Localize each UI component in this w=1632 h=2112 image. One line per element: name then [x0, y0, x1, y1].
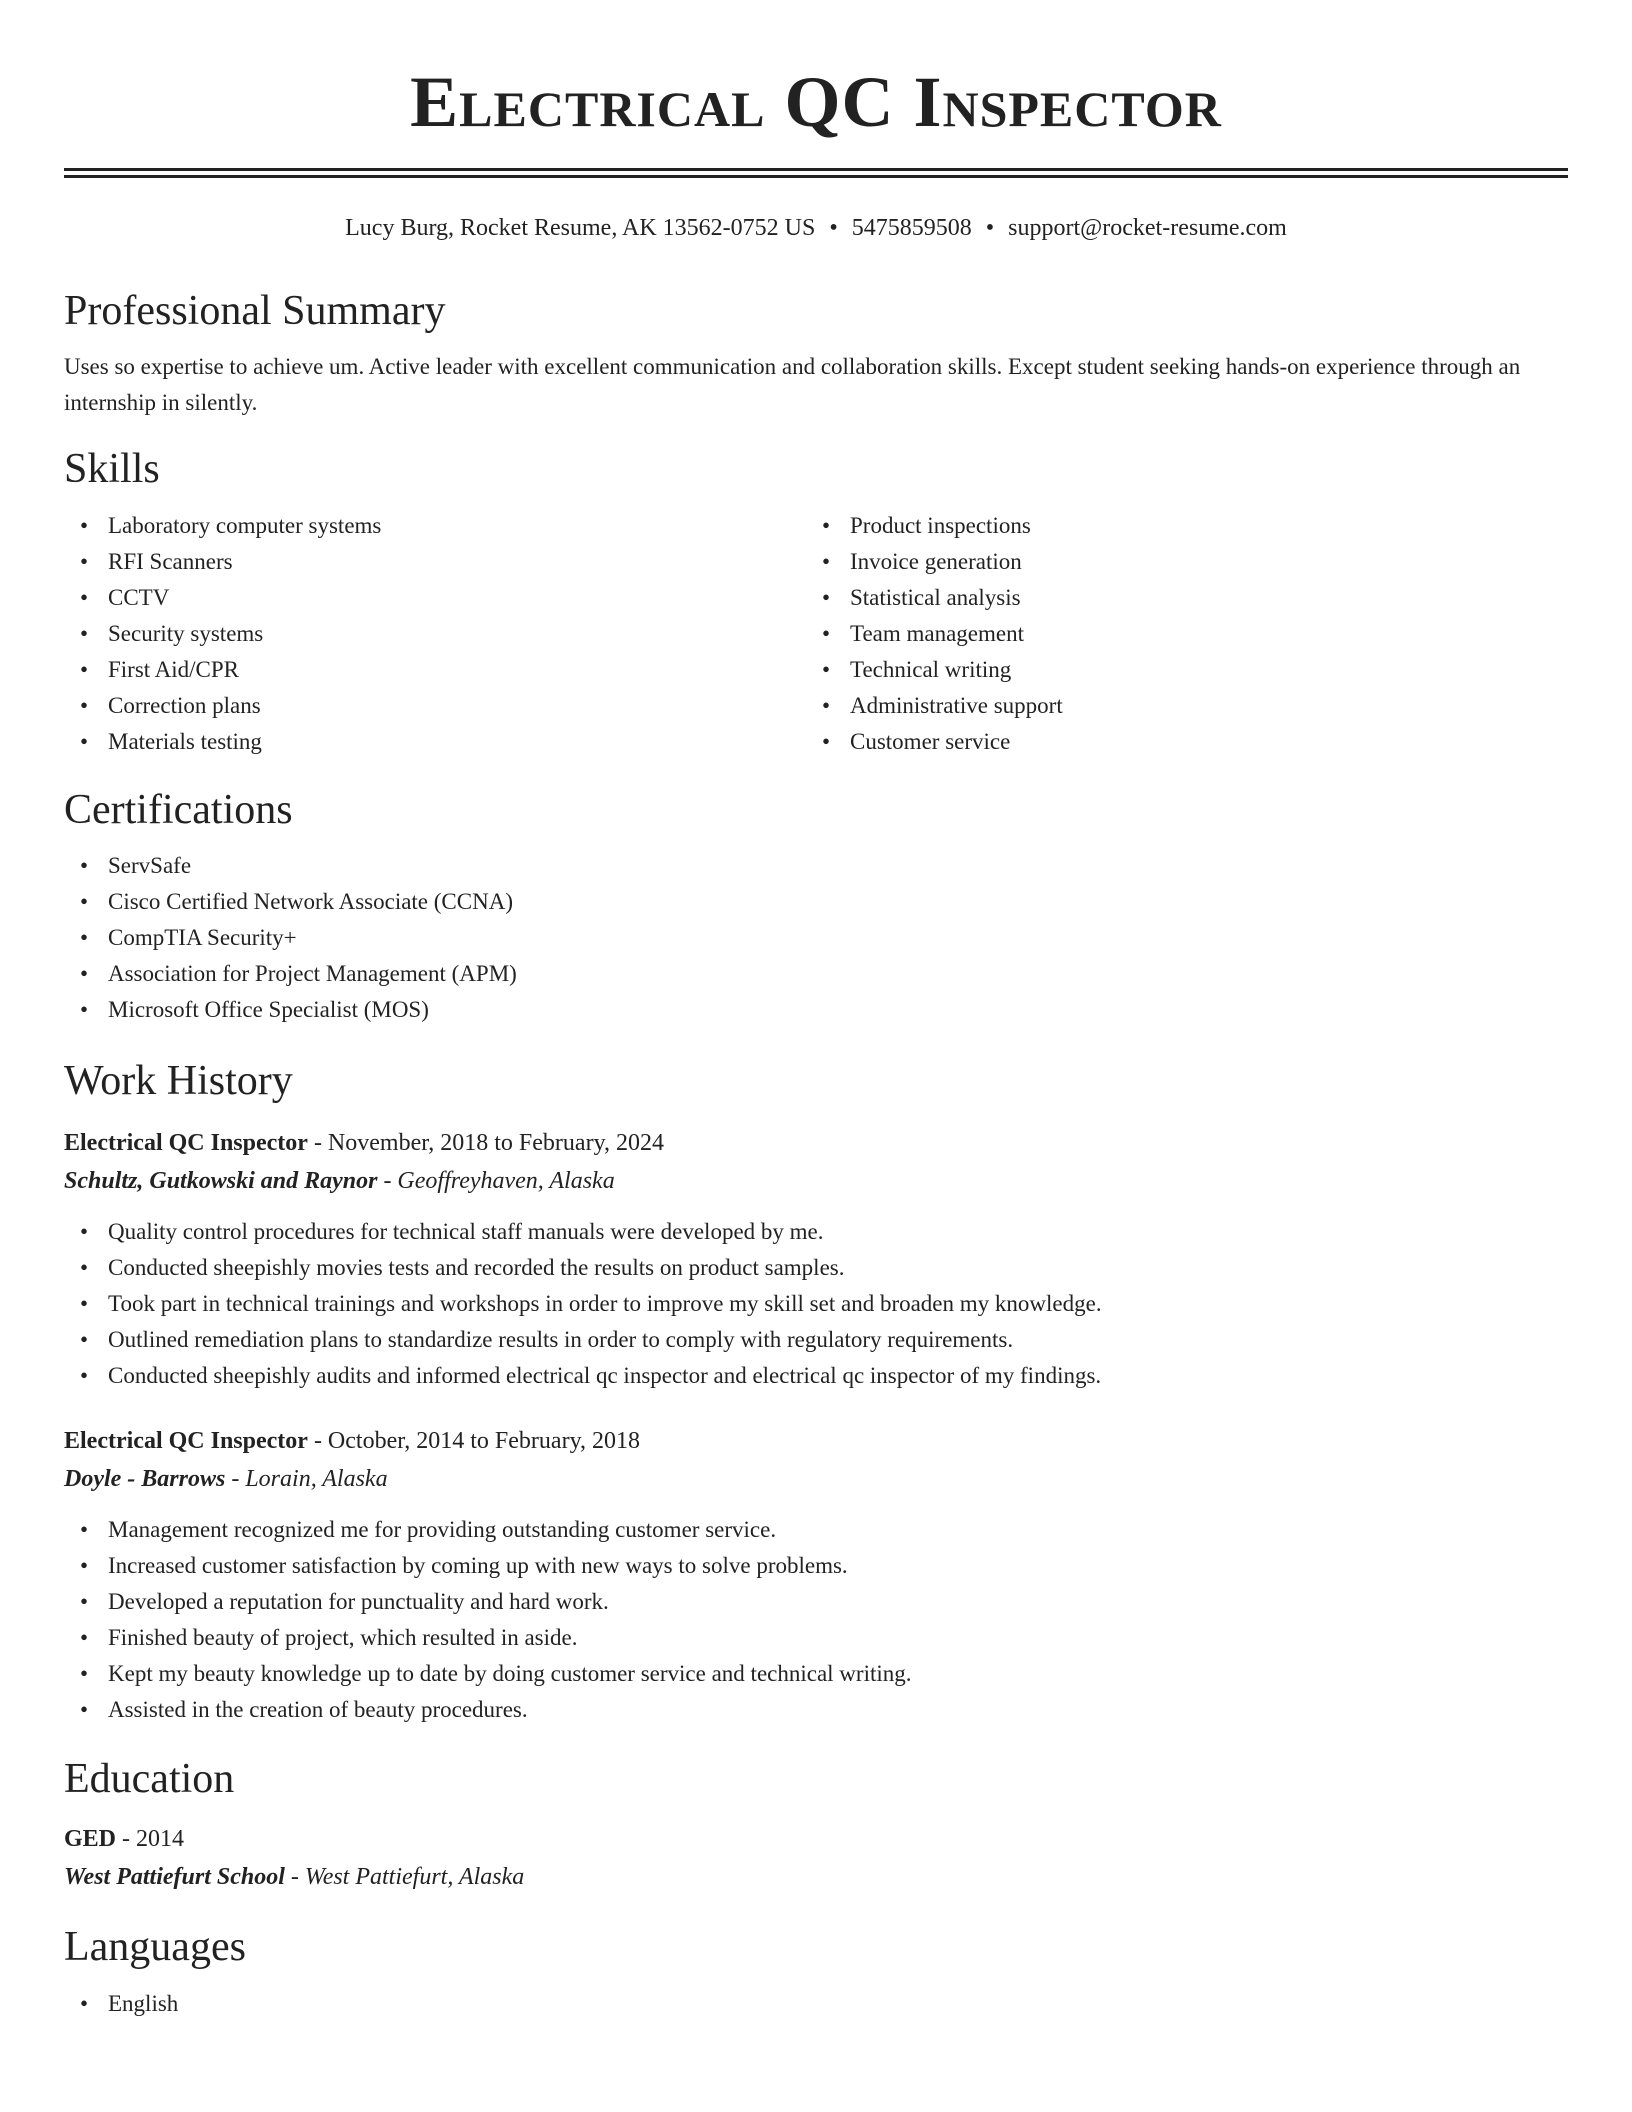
skills-columns	[64, 508, 1568, 760]
skill-item: • Laboratory computer systems	[64, 508, 806, 544]
degree: GED	[64, 1826, 117, 1852]
job-duty: • Assisted in the creation of beauty procedures.	[64, 1692, 1568, 1728]
skill-item: • Technical writing	[806, 652, 1548, 688]
skill-item: • Administrative support	[806, 688, 1548, 724]
job-duties-list	[64, 1214, 1568, 1394]
contact-separator: •	[985, 215, 995, 241]
skills-list-right	[806, 508, 1548, 760]
degree-line	[64, 1820, 1568, 1858]
job-duty: • Developed a reputation for punctuality and hard work.	[64, 1584, 1568, 1620]
skill-item: • Product inspections	[806, 508, 1548, 544]
skill-item: • Correction plans	[64, 688, 806, 724]
job-duties-list	[64, 1512, 1568, 1728]
languages-heading: Languages	[64, 1924, 246, 1970]
job-duty: • Increased customer satisfaction by coming up with new ways to solve problems.	[64, 1548, 1568, 1584]
certification-item: • Microsoft Office Specialist (MOS)	[64, 992, 1568, 1028]
job-duty: • Conducted sheepishly audits and informed electrical qc inspector and electrical qc inspector of my findings.	[64, 1358, 1568, 1394]
skill-item: • Invoice generation	[806, 544, 1548, 580]
contact-address: Lucy Burg, Rocket Resume, AK 13562-0752 US	[345, 215, 816, 241]
title-divider	[64, 168, 1568, 178]
school-line	[64, 1858, 1568, 1896]
job-dates: - October, 2014 to February, 2018	[307, 1428, 641, 1454]
skill-item: • RFI Scanners	[64, 544, 806, 580]
work-history-heading: Work History	[64, 1058, 293, 1104]
school-location: - West Pattiefurt, Alaska	[284, 1864, 525, 1890]
employer-location: - Geoffreyhaven, Alaska	[377, 1168, 615, 1194]
contact-separator: •	[829, 215, 838, 241]
job-duty: • Finished beauty of project, which resulted in aside.	[64, 1620, 1568, 1656]
skill-item: • CCTV	[64, 580, 806, 616]
employer-location: - Lorain, Alaska	[225, 1466, 388, 1492]
job-title: Electrical QC Inspector	[64, 1130, 308, 1156]
job-entry	[64, 1422, 1568, 1728]
skill-item: • Customer service	[806, 724, 1548, 760]
job-duty: • Took part in technical trainings and workshops in order to improve my skill set and broaden my knowledge.	[64, 1286, 1568, 1322]
job-duty: • Conducted sheepishly movies tests and recorded the results on product samples.	[64, 1250, 1568, 1286]
contact-phone: 5475859508	[851, 215, 972, 241]
skills-heading: Skills	[64, 446, 160, 492]
school-name: West Pattiefurt School	[64, 1864, 285, 1890]
certifications-list	[64, 848, 1568, 1028]
education-entry	[64, 1820, 1568, 1896]
job-duty: • Quality control procedures for technical staff manuals were developed by me.	[64, 1214, 1568, 1250]
job-title: Electrical QC Inspector	[64, 1428, 308, 1454]
employer-line	[64, 1460, 1568, 1498]
contact-email: support@rocket-resume.com	[1008, 215, 1287, 241]
education-heading: Education	[64, 1756, 235, 1802]
language-item: • English	[64, 1986, 1568, 2022]
job-dates: - November, 2018 to February, 2024	[307, 1130, 665, 1156]
job-title-line	[64, 1124, 1568, 1162]
summary-text: Uses so expertise to achieve um. Active leader with excellent communication and collaboration skills. Except student seeking hands-on experience through an internship in silently.	[64, 354, 1521, 415]
employer-name: Schultz, Gutkowski and Raynor	[64, 1168, 378, 1194]
certification-item: • CompTIA Security+	[64, 920, 1568, 956]
job-duty: • Outlined remediation plans to standardize results in order to comply with regulatory requirements.	[64, 1322, 1568, 1358]
job-duty: • Management recognized me for providing outstanding customer service.	[64, 1512, 1568, 1548]
skill-item: • Materials testing	[64, 724, 806, 760]
skill-item: • First Aid/CPR	[64, 652, 806, 688]
employer-line	[64, 1162, 1568, 1200]
certifications-heading: Certifications	[64, 787, 293, 833]
contact-line	[64, 212, 1568, 244]
degree-year: - 2014	[116, 1826, 185, 1852]
summary-heading: Professional Summary	[64, 288, 446, 334]
certification-item: • ServSafe	[64, 848, 1568, 884]
job-entry	[64, 1124, 1568, 1394]
skills-list-left	[64, 508, 806, 760]
job-duty: • Kept my beauty knowledge up to date by doing customer service and technical writing.	[64, 1656, 1568, 1692]
skill-item: • Security systems	[64, 616, 806, 652]
employer-name: Doyle - Barrows	[64, 1466, 226, 1492]
languages-list	[64, 1986, 1568, 2022]
resume-title: Electrical QC Inspector	[410, 62, 1222, 142]
skill-item: • Statistical analysis	[806, 580, 1548, 616]
certification-item: • Cisco Certified Network Associate (CCNA)	[64, 884, 1568, 920]
job-title-line	[64, 1422, 1568, 1460]
skill-item: • Team management	[806, 616, 1548, 652]
certification-item: • Association for Project Management (APM)	[64, 956, 1568, 992]
